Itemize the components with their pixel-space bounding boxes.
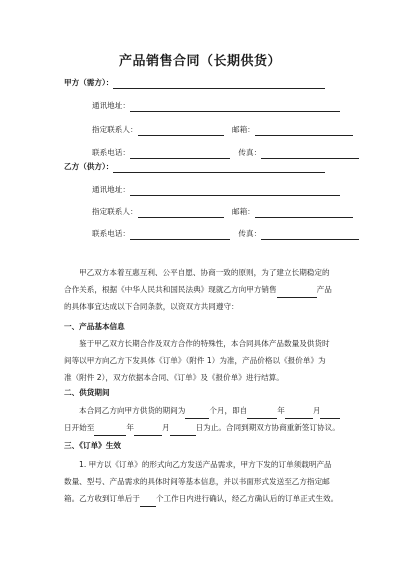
party-b-email-blank[interactable] bbox=[255, 208, 353, 218]
section-3-line-3-suffix: 个工作日内进行确认，经乙方确认后的订单正式生效。 bbox=[155, 494, 339, 503]
period-text-7: 月 bbox=[161, 423, 170, 432]
intro-line-2-suffix: 产品 bbox=[316, 285, 332, 294]
party-b-address-label: 通讯地址： bbox=[92, 185, 130, 194]
party-b-address-blank[interactable] bbox=[130, 186, 340, 196]
period-text-4: 月 bbox=[312, 406, 321, 415]
party-a-fax-label: 传真： bbox=[238, 148, 262, 157]
party-a-blank[interactable] bbox=[113, 79, 325, 89]
section-3-heading: 三、《订单》生效 bbox=[64, 441, 121, 450]
intro-paragraph bbox=[64, 264, 342, 315]
party-b-blank[interactable] bbox=[113, 163, 325, 173]
section-1-line-3: 准（附件 2），双方依据本合同、《订单》及《报价单》进行结算。 bbox=[64, 373, 284, 382]
party-a-address-label: 通讯地址： bbox=[92, 101, 130, 110]
party-a-email-label: 邮箱： bbox=[231, 125, 255, 134]
intro-line-3: 的具体事宜达成以下合同条款，以资双方共同遵守： bbox=[64, 302, 239, 311]
section-1-paragraph bbox=[64, 335, 342, 386]
workdays-blank[interactable] bbox=[140, 497, 156, 507]
start-day-blank[interactable] bbox=[320, 409, 340, 419]
document-title: 产品销售合同（长期供货） bbox=[118, 54, 281, 69]
party-b-address-row bbox=[92, 184, 340, 196]
section-2-paragraph bbox=[64, 402, 342, 436]
party-b-phone-blank[interactable] bbox=[130, 230, 230, 240]
party-a-contact-label: 指定联系人： bbox=[92, 125, 138, 134]
section-3-line-1: 1. 甲方以《订单》的形式向乙方发送产品需求，甲方下发的订单须载明产品 bbox=[79, 460, 332, 469]
section-2-heading: 二、供货期间 bbox=[64, 388, 110, 397]
party-b-contact-blank[interactable] bbox=[138, 208, 224, 218]
party-a-address-blank[interactable] bbox=[130, 102, 340, 112]
section-2-line-2 bbox=[64, 419, 342, 436]
period-text-2: 个月，即自 bbox=[209, 406, 248, 415]
party-b-contact-label: 指定联系人： bbox=[92, 207, 138, 216]
party-a-fax-blank[interactable] bbox=[261, 149, 359, 159]
party-a-row bbox=[64, 77, 325, 89]
end-day-blank[interactable] bbox=[170, 426, 196, 436]
party-a-phone-blank[interactable] bbox=[130, 149, 230, 159]
party-b-fax-label: 传真： bbox=[238, 229, 262, 238]
intro-line-1: 甲乙双方本着互惠互利、公平自愿、协商一致的原则，为了建立长期稳定的 bbox=[79, 268, 330, 277]
months-blank[interactable] bbox=[185, 409, 209, 419]
section-2-line-1 bbox=[64, 402, 342, 419]
section-1-heading: 一、产品基本信息 bbox=[64, 322, 125, 331]
product-name-blank[interactable] bbox=[277, 288, 317, 298]
intro-line-2 bbox=[64, 281, 342, 298]
period-text-1: 本合同乙方向甲方供货的期间为 bbox=[79, 406, 186, 415]
party-a-contact-blank[interactable] bbox=[138, 126, 224, 136]
party-b-phone-row bbox=[92, 228, 359, 240]
start-year-blank[interactable] bbox=[247, 409, 277, 419]
party-a-email-blank[interactable] bbox=[255, 126, 353, 136]
section-1-line-1: 鉴于甲乙双方长期合作及双方合作的特殊性，本合同具体产品数量及供货时 bbox=[79, 339, 330, 348]
end-year-blank[interactable] bbox=[94, 426, 126, 436]
section-3-line-3 bbox=[64, 490, 342, 507]
party-b-phone-label: 联系电话： bbox=[92, 229, 130, 238]
party-a-phone-row bbox=[92, 147, 359, 159]
intro-line-2-text: 合作关系，根据《中华人民共和国民法典》现就乙方向甲方销售 bbox=[64, 285, 277, 294]
period-text-5: 日开始至 bbox=[64, 423, 95, 432]
section-3-line-2: 数量、型号、产品需求的具体时间等基本信息，并以书面形式发送至乙方指定邮 bbox=[64, 477, 330, 486]
party-a-label: 甲方（需方）： bbox=[64, 78, 114, 87]
party-b-label: 乙方（供方）： bbox=[64, 162, 114, 171]
party-b-email-label: 邮箱： bbox=[231, 207, 255, 216]
section-3-line-3-text: 箱。乙方收到订单后于 bbox=[64, 494, 140, 503]
party-b-fax-blank[interactable] bbox=[261, 230, 359, 240]
start-month-blank[interactable] bbox=[285, 409, 313, 419]
party-a-contact-row bbox=[92, 124, 353, 136]
period-text-3: 年 bbox=[277, 406, 285, 415]
section-1-line-2: 间等以甲方向乙方下发具体《订单》（附件 1）为准，产品价格以《报价单》为 bbox=[64, 356, 326, 365]
party-b-contact-row bbox=[92, 206, 353, 218]
period-text-8: 日为止。合同到期双方协商重新签订协议。 bbox=[195, 423, 340, 432]
party-a-address-row bbox=[92, 100, 340, 112]
period-text-6: 年 bbox=[126, 423, 134, 432]
end-month-blank[interactable] bbox=[134, 426, 162, 436]
party-a-phone-label: 联系电话： bbox=[92, 148, 130, 157]
section-3-paragraph bbox=[64, 456, 342, 507]
party-b-row bbox=[64, 161, 325, 173]
